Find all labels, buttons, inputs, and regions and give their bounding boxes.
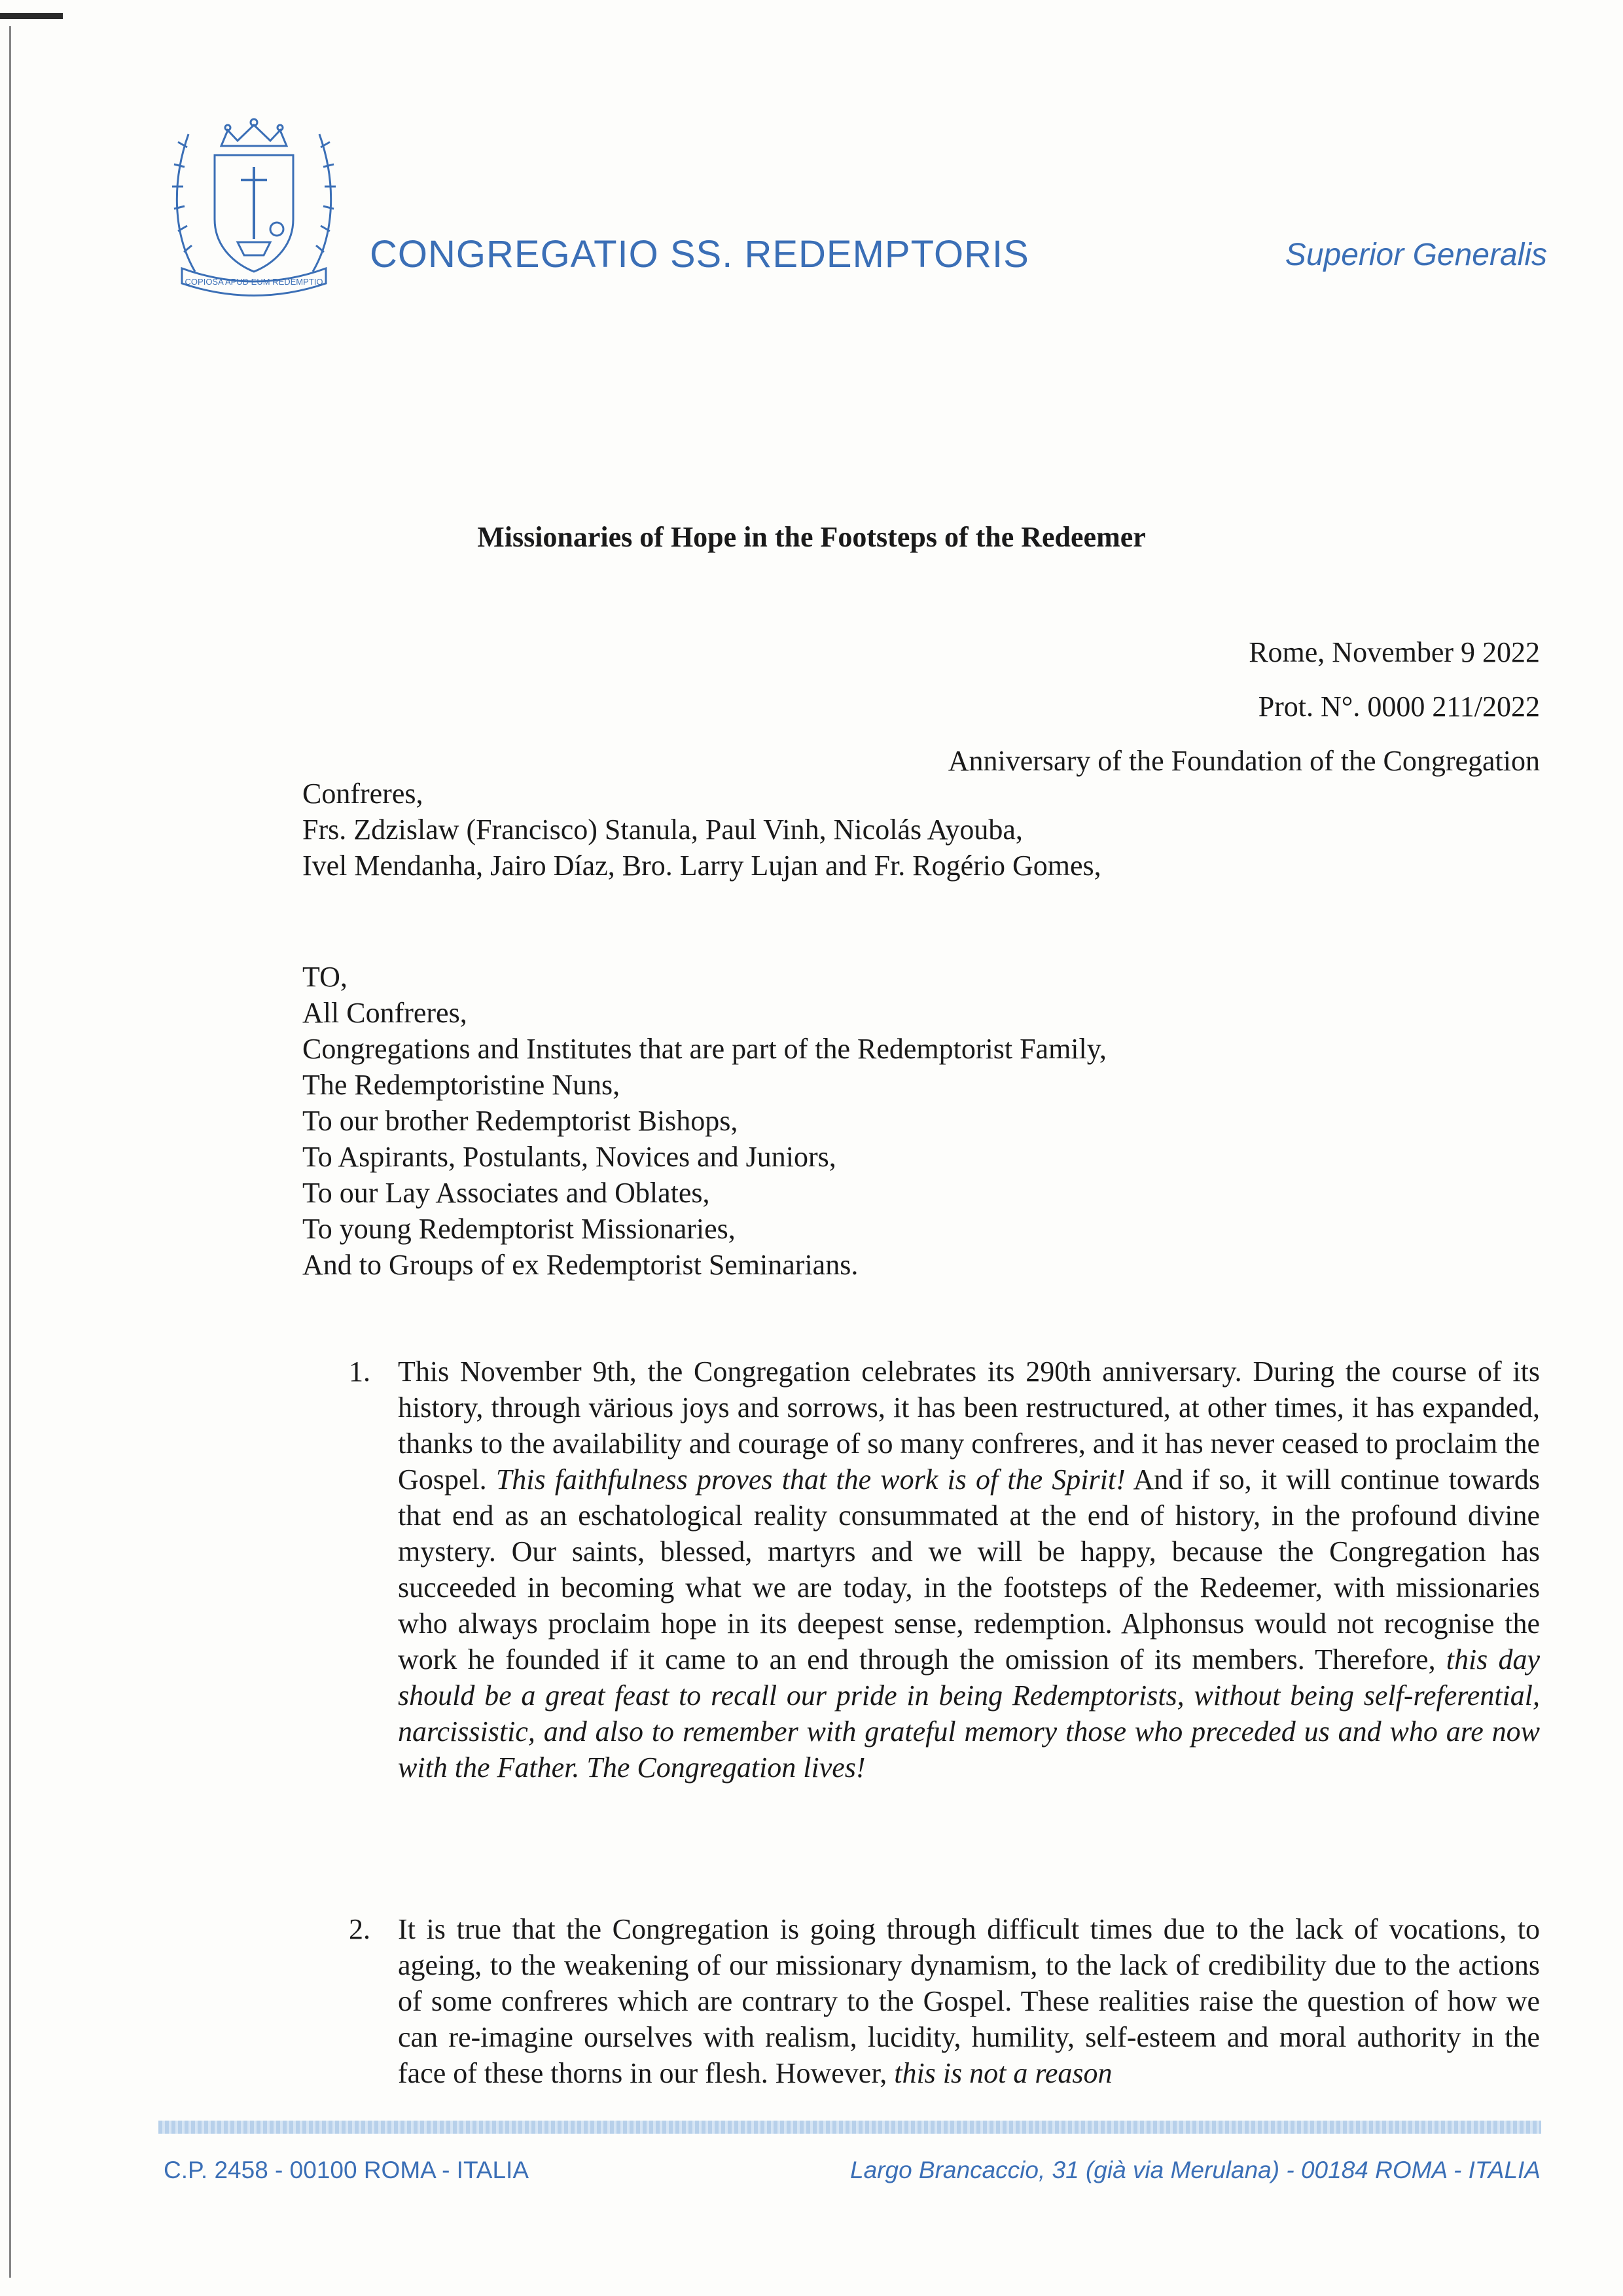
senders-line: Frs. Zdzislaw (Francisco) Stanula, Paul Vinh, Nicolás Ayouba, <box>302 814 1023 846</box>
recipient-line: To Aspirants, Postulants, Novices and Juniors, <box>302 1141 836 1173</box>
numbered-paragraph <box>349 1354 1540 1785</box>
paragraph-emphasis: this is not a reason <box>894 2057 1113 2089</box>
recipient-line: To young Redemptorist Missionaries, <box>302 1213 736 1245</box>
senders-block <box>302 776 1101 884</box>
scan-edge-line <box>9 26 11 2278</box>
recipient-line: Congregations and Institutes that are part of the Redemptorist Family, <box>302 1033 1107 1065</box>
numbered-paragraph <box>349 1911 1540 2091</box>
recipients-heading: TO, <box>302 961 348 993</box>
paragraph-number: 1. <box>349 1355 370 1388</box>
senders-line: Ivel Mendanha, Jairo Díaz, Bro. Larry Lujan and Fr. Rogério Gomes, <box>302 850 1101 882</box>
letter-meta <box>948 625 1540 788</box>
letter-date: Rome, November 9 2022 <box>1249 636 1540 668</box>
recipient-line: And to Groups of ex Redemptorist Seminarians. <box>302 1249 859 1281</box>
paragraph-emphasis: This faithfulness proves that the work is of the Spirit! <box>495 1463 1126 1496</box>
paragraph-text: It is true that the Congregation is going through difficult times due to the lack of vocations, to ageing, to the weakening of our missionary dynamism, to the lack of credibility due to the actions of some confreres which are contrary to the Gospel. These realities raise the question of how we can re-imagine ourselves with realism, lucidity, humility, self-esteem and moral authority in the face of these thorns in our flesh. However, <box>398 1913 1540 2089</box>
recipient-line: All Confreres, <box>302 997 467 1029</box>
recipient-line: To our Lay Associates and Oblates, <box>302 1177 710 1209</box>
senders-salutation: Confreres, <box>302 778 423 810</box>
recipients-block <box>302 959 1107 1283</box>
seal-motto: COPIOSA APUD EUM REDEMPTIO <box>185 277 323 287</box>
footer-rule <box>158 2121 1541 2134</box>
scan-edge-mark <box>0 13 63 19</box>
paragraph-emphasis: this day should be a great feast to recall our pride in being Redemptorists, without being self-referential, narcissistic, and also to remember with grateful memory those who preceded us and who are now with the Father. The Congregation lives! <box>398 1643 1540 1784</box>
document-title: Missionaries of Hope in the Footsteps of the Redeemer <box>477 521 1146 553</box>
paragraph-text: And if so, it will continue towards that end as an eschatological reality consummated at the end of history, in the profound divine mystery. Our saints, blessed, martyrs and we will be happy, because the Congregation has succeeded in becoming what we are today, in the footsteps of the Redeemer, with missionaries who always proclaim hope in its deepest sense, redemption. Alphonsus would not recognise the work he founded if it came to an end through the omission of its members. Therefore, <box>398 1463 1540 1676</box>
occasion: Anniversary of the Foundation of the Congregation <box>948 745 1540 777</box>
organization-name: CONGREGATIO SS. REDEMPTORIS <box>370 233 1029 276</box>
footer-postal-address: C.P. 2458 - 00100 ROMA - ITALIA <box>164 2157 529 2183</box>
paragraph-number: 2. <box>349 1913 370 1945</box>
organization-role: Superior Generalis <box>1285 238 1547 272</box>
recipient-line: To our brother Redemptorist Bishops, <box>302 1105 738 1137</box>
footer-street-address: Largo Brancaccio, 31 (già via Merulana) - 00184 ROMA - ITALIA <box>850 2157 1541 2183</box>
congregation-seal <box>156 108 352 304</box>
recipient-line: The Redemptoristine Nuns, <box>302 1069 620 1101</box>
protocol-number: Prot. N°. 0000 211/2022 <box>1258 691 1540 723</box>
paragraph-text: This November 9th, the Congregation celebrates its 290th anniversary. During the course of its history, through värious joys and sorrows, it has been restructured, at other times, it has expanded, thanks to the availability and courage of so many confreres, and it has never ceased to proclaim the Gospel. <box>398 1355 1540 1496</box>
